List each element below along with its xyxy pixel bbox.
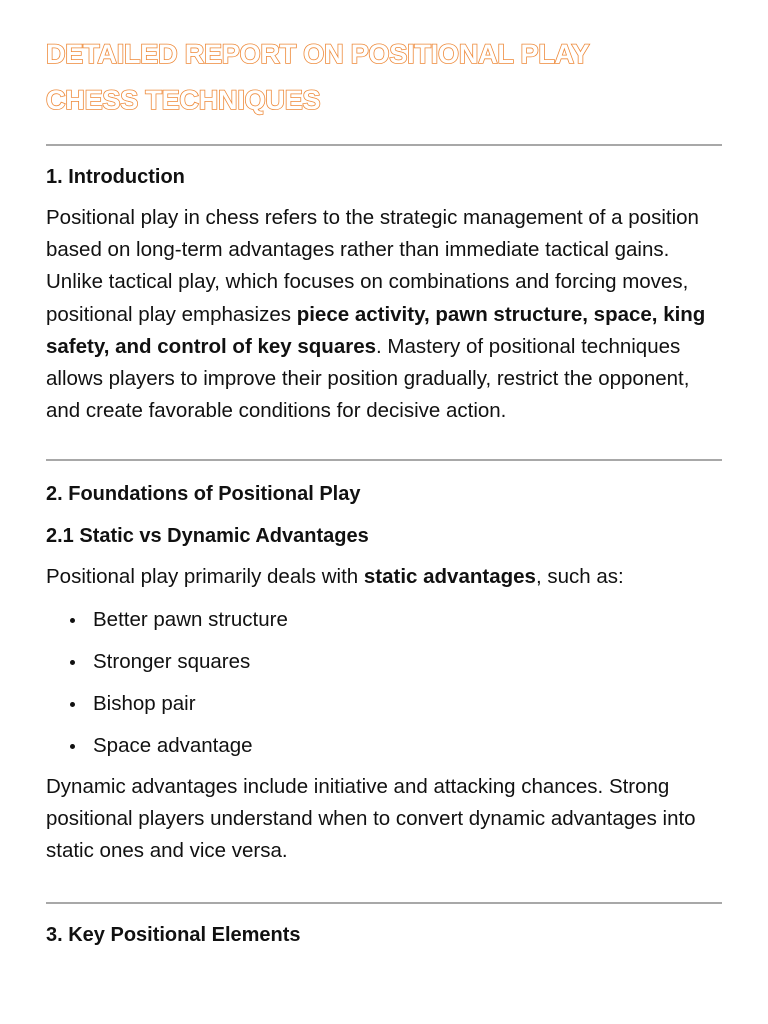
list-item-text: Bishop pair (93, 691, 196, 715)
intro-text-start: Positional play in chess refers to the strategic management of a position based on long-term advantages rather than immediate tactical gains. Unlike tactical play, which focuses on combinations and forcing moves, positional play emphasizes (46, 206, 699, 326)
subsection-heading-static-vs-dynamic: 2.1 Static vs Dynamic Advantages (46, 525, 369, 548)
static-advantages-list (46, 607, 722, 759)
list-item (46, 733, 722, 759)
list-item-text: Better pawn structure (93, 607, 288, 631)
bullet-icon (70, 618, 75, 623)
divider (46, 144, 722, 146)
list-item (46, 607, 722, 633)
static-advantages-bold: static advantages (363, 565, 536, 589)
section-heading-foundations: 2. Foundations of Positional Play (46, 483, 361, 506)
intro-text-end: . Mastery of positional techniques allows players to improve their position gradually, restrict the opponent, and create favorable conditions for decisive action. (46, 334, 690, 423)
section-heading-introduction: 1. Introduction (46, 166, 185, 188)
list-item-text: Space advantage (93, 733, 253, 757)
bullet-icon (70, 702, 75, 707)
lead-text-start: Positional play primarily deals with (46, 565, 364, 589)
document-title: DETAILED REPORT ON POSITIONAL PLAY CHESS TECHNIQUES (46, 39, 589, 115)
lead-text-end: , such as: (535, 565, 624, 589)
bullet-icon (70, 660, 75, 665)
intro-key-elements-bold: piece activity, pawn structure, space, king safety, and control of key squares (46, 302, 706, 358)
section-heading-key-elements: 3. Key Positional Elements (46, 924, 301, 947)
static-advantages-lead (46, 561, 722, 593)
divider (46, 902, 722, 904)
divider (46, 459, 722, 461)
dynamic-advantages-paragraph: Dynamic advantages include initiative and attacking chances. Strong positional players understand when to convert dynamic advantages into static ones and vice versa. (46, 774, 696, 863)
list-item-text: Stronger squares (93, 649, 251, 673)
introduction-paragraph (46, 202, 722, 427)
list-item (46, 649, 722, 675)
list-item (46, 691, 722, 717)
bullet-icon (70, 744, 75, 749)
